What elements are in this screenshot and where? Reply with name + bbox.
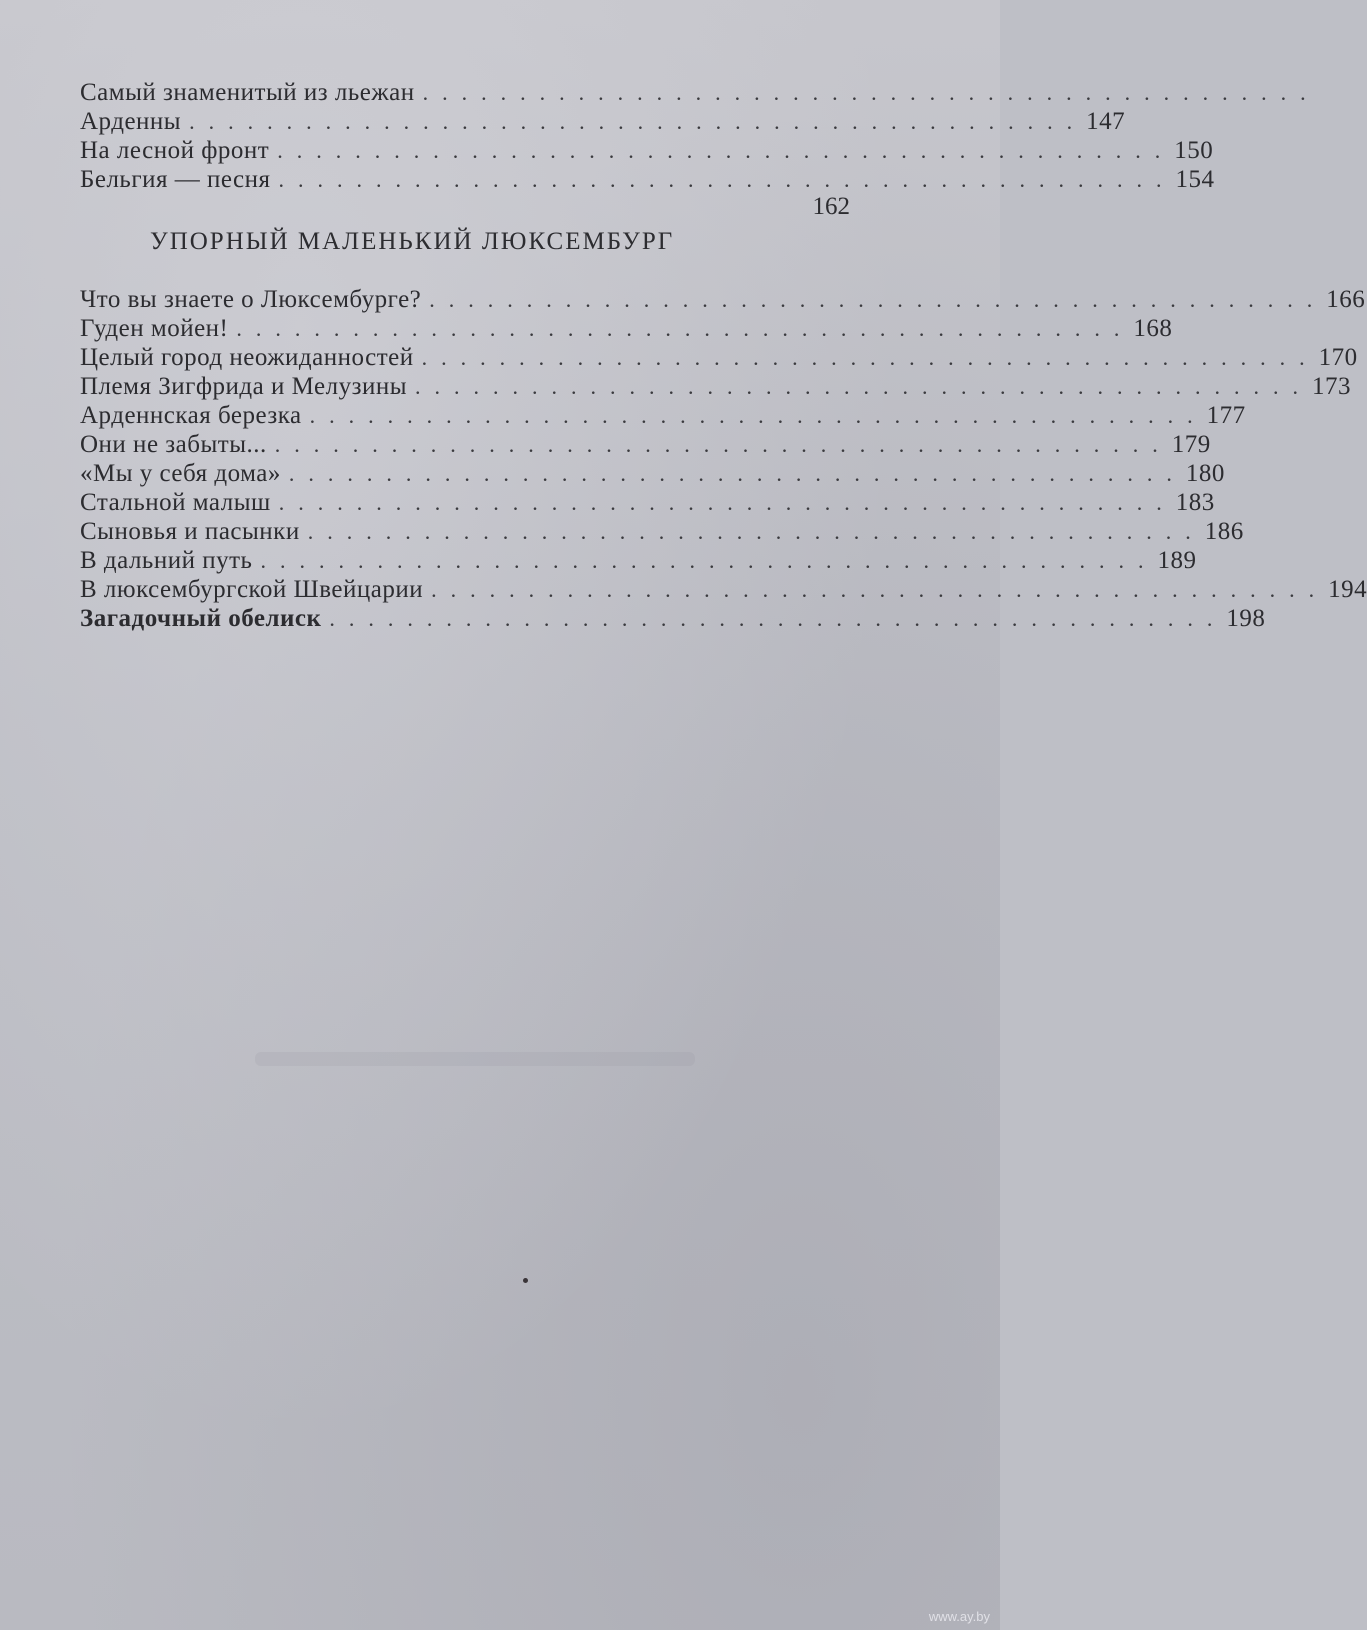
toc-entry-title: Племя Зигфрида и Мелузины bbox=[80, 373, 408, 400]
toc-entry-title: В люксембургской Швейцарии bbox=[80, 576, 424, 603]
toc-entry-page: 147 bbox=[1086, 108, 1126, 135]
toc-first-block bbox=[80, 78, 1320, 194]
toc-entry bbox=[80, 372, 1352, 401]
toc-entry-page: 150 bbox=[1174, 137, 1214, 164]
toc-dot-leader: .............................................. bbox=[236, 316, 1134, 341]
toc-entry-page: 180 bbox=[1185, 460, 1225, 487]
toc-entry bbox=[80, 488, 1215, 517]
toc-entry-page: 189 bbox=[1157, 547, 1197, 574]
toc-entry-title: Арденнская березка bbox=[80, 402, 302, 429]
toc-dot-leader: .............................................. bbox=[421, 345, 1319, 370]
toc-entry bbox=[80, 78, 1320, 107]
toc-dot-leader: .............................................. bbox=[260, 548, 1158, 573]
toc-entry bbox=[80, 136, 1214, 165]
toc-entry-title: Они не забыты... bbox=[80, 431, 267, 458]
toc-dot-leader: .............................................. bbox=[278, 167, 1176, 192]
toc-entry bbox=[80, 517, 1244, 546]
toc-dot-leader: .............................................. bbox=[277, 138, 1175, 163]
toc-entry-title: На лесной фронт bbox=[80, 137, 270, 164]
toc-second-block bbox=[80, 285, 1367, 633]
toc-dot-leader: .............................................. bbox=[429, 287, 1327, 312]
toc-entry-page: 186 bbox=[1204, 518, 1244, 545]
toc-entry bbox=[80, 401, 1246, 430]
toc-entry-page: 198 bbox=[1226, 605, 1266, 632]
toc-dot-leader: .............................................. bbox=[415, 374, 1313, 399]
toc-entry-title: В дальний путь bbox=[80, 547, 253, 574]
toc-entry-title: Стальной малыш bbox=[80, 489, 271, 516]
toc-entry bbox=[80, 314, 1173, 343]
paper-speck bbox=[523, 1278, 528, 1283]
toc-entry-title: Самый знаменитый из льежан bbox=[80, 79, 415, 106]
toc-entry bbox=[80, 546, 1197, 575]
toc-entry bbox=[80, 107, 1126, 136]
toc-entry-page: 168 bbox=[1133, 315, 1173, 342]
toc-dot-leader: .............................................. bbox=[288, 461, 1186, 486]
toc-entry-page: 177 bbox=[1206, 402, 1246, 429]
toc-entry-title: Целый город неожиданностей bbox=[80, 344, 414, 371]
toc-entry-page: 162 bbox=[812, 193, 850, 220]
toc-entry bbox=[80, 575, 1367, 604]
toc-entry-title: Гуден мойен! bbox=[80, 315, 229, 342]
toc-dot-leader: .............................................. bbox=[431, 577, 1329, 602]
toc-entry-page: 173 bbox=[1312, 373, 1352, 400]
toc-entry bbox=[80, 343, 1358, 372]
toc-dot-leader: .............................................. bbox=[307, 519, 1205, 544]
toc-dot-leader: .............................................. bbox=[329, 606, 1227, 631]
toc-entry-title: Бельгия — песня bbox=[80, 166, 271, 193]
toc-dot-leader: .............................................. bbox=[309, 403, 1207, 428]
watermark: www.ay.by bbox=[928, 1609, 990, 1624]
toc-entry-title: Что вы знаете о Люксембурге? bbox=[80, 286, 422, 313]
toc-dot-leader: .............................................. bbox=[278, 490, 1176, 515]
toc-entry-title: Арденны bbox=[80, 108, 182, 135]
toc-entry-page: 166 bbox=[1326, 286, 1366, 313]
toc-dot-leader: .............................................. bbox=[274, 432, 1172, 457]
toc-entry bbox=[80, 430, 1211, 459]
faded-print-line bbox=[255, 1052, 695, 1066]
toc-entry bbox=[80, 285, 1366, 314]
toc-entry-title: Загадочный обелиск bbox=[80, 605, 322, 632]
toc-entry-title: «Мы у себя дома» bbox=[80, 460, 281, 487]
toc-entry-page: 194 bbox=[1328, 576, 1367, 603]
toc-entry-page: 154 bbox=[1175, 166, 1215, 193]
toc-dot-leader: .............................................. bbox=[189, 109, 1087, 134]
toc-entry bbox=[80, 165, 1215, 194]
toc-entry-page: 170 bbox=[1318, 344, 1358, 371]
toc-entry bbox=[80, 604, 1266, 633]
toc-entry-page: 179 bbox=[1171, 431, 1211, 458]
toc-entry-title: Сыновья и пасынки bbox=[80, 518, 300, 545]
toc-dot-leader: .............................................. bbox=[422, 80, 1320, 105]
toc-entry bbox=[80, 459, 1225, 488]
section-heading: УПОРНЫЙ МАЛЕНЬКИЙ ЛЮКСЕМБУРГ bbox=[150, 228, 675, 255]
toc-entry-page: 183 bbox=[1175, 489, 1215, 516]
